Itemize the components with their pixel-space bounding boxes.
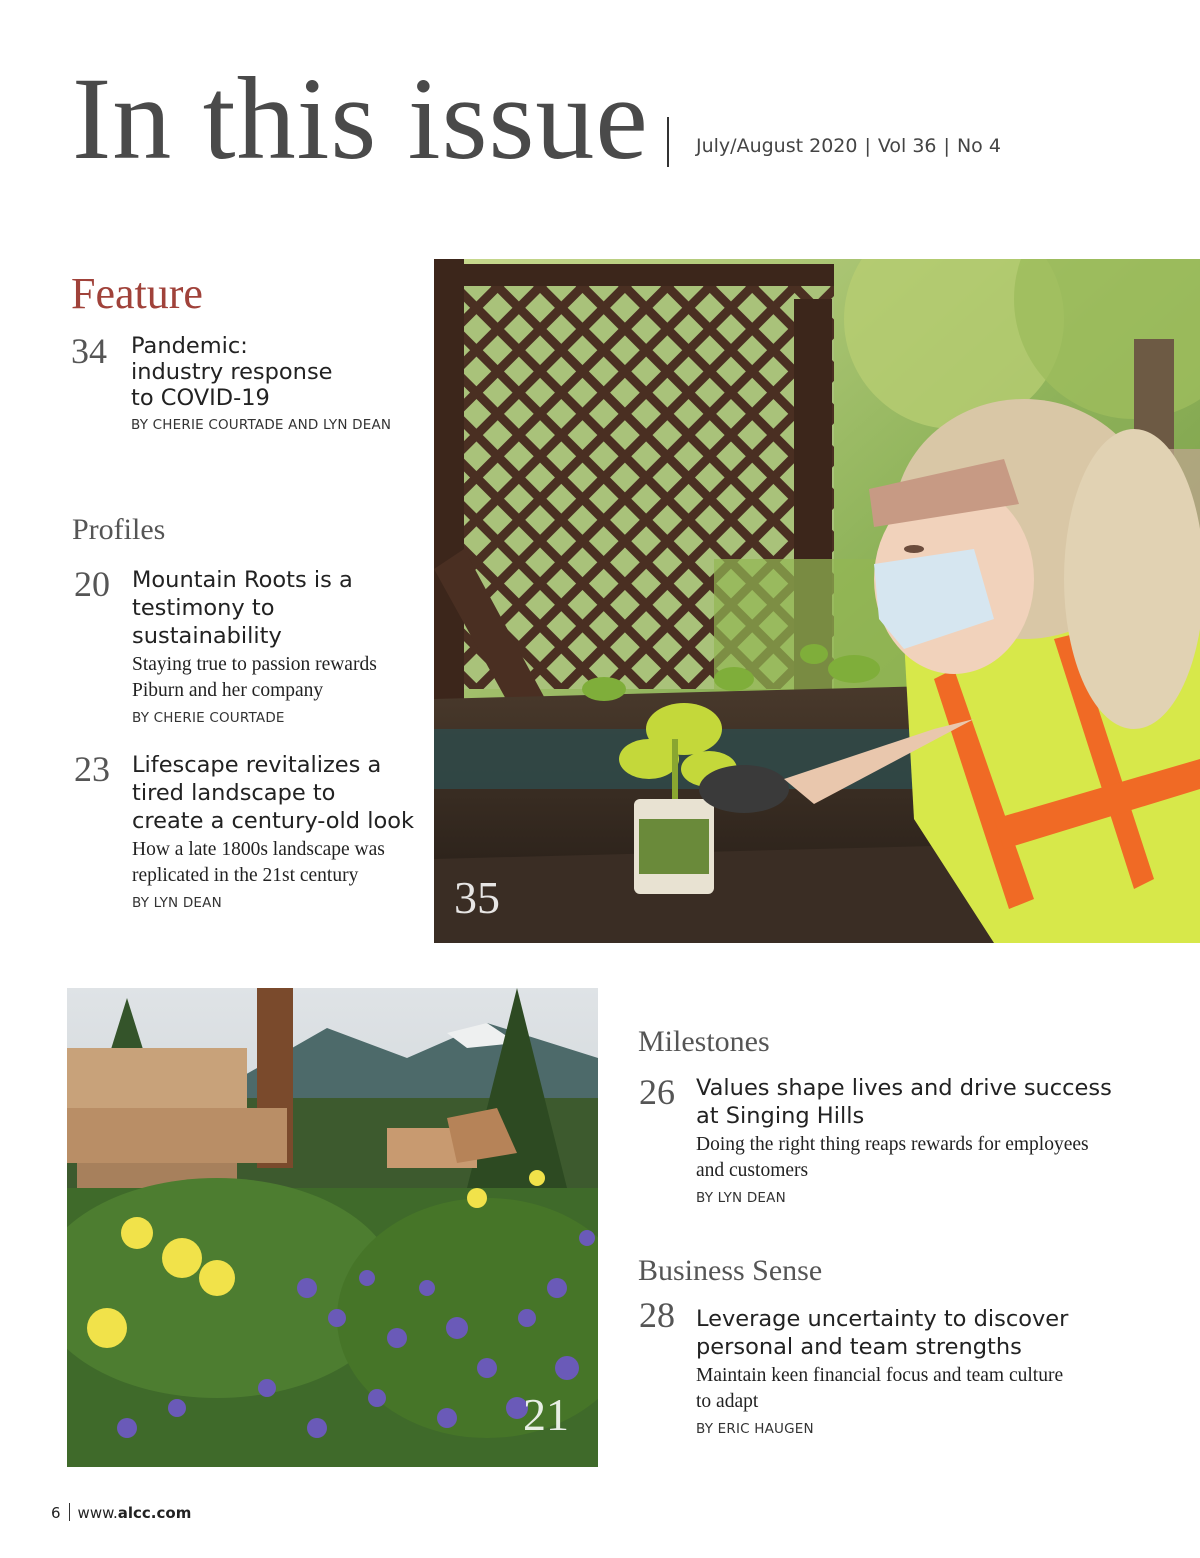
- photo-gardener-illustration: [434, 259, 1200, 943]
- entry-byline: BY LYN DEAN: [132, 895, 222, 911]
- footer-page-number: 6: [51, 1504, 61, 1522]
- entry-byline: BY ERIC HAUGEN: [696, 1421, 814, 1437]
- issue-volume: Vol 36: [877, 135, 937, 157]
- entry-byline: BY CHERIE COURTADE: [132, 710, 285, 726]
- entry-deck: Doing the right thing reaps rewards for employees and customers: [696, 1134, 1089, 1181]
- entry-deck: Staying true to passion rewards Piburn and her company: [132, 654, 377, 701]
- photo-flowers-illustration: [67, 988, 598, 1467]
- entry-page-number: 26: [639, 1072, 675, 1112]
- issue-date: July/August 2020: [696, 135, 858, 157]
- footer-divider: [69, 1503, 70, 1521]
- section-heading-business-sense: Business Sense: [638, 1254, 823, 1287]
- footer-website-link[interactable]: www.alcc.com: [77, 1504, 192, 1522]
- entry-page-number: 23: [74, 749, 110, 789]
- entry-page-number: 20: [74, 564, 110, 604]
- entry-headline[interactable]: Pandemic: industry response to COVID-19: [131, 333, 333, 411]
- page-title: In this issue: [72, 53, 649, 184]
- entry-deck: How a late 1800s landscape was replicated in the 21st century: [132, 839, 385, 886]
- title-divider: [667, 117, 669, 167]
- entry-headline[interactable]: Leverage uncertainty to discover personal and team strengths: [696, 1306, 1069, 1360]
- photo-page-ref: 35: [454, 872, 500, 923]
- entry-page-number: 28: [639, 1295, 675, 1335]
- entry-byline: BY CHERIE COURTADE AND LYN DEAN: [131, 417, 392, 433]
- photo-flower-garden: [67, 988, 598, 1467]
- entry-headline[interactable]: Mountain Roots is a testimony to sustainability: [132, 567, 353, 649]
- issue-info: July/August 2020 | Vol 36 | No 4: [696, 135, 1001, 157]
- entry-page-number: 34: [71, 331, 107, 371]
- photo-gardener-planting: [434, 259, 1200, 943]
- photo-page-ref: 21: [523, 1389, 569, 1440]
- issue-number: No 4: [956, 135, 1001, 157]
- section-heading-feature: Feature: [71, 269, 203, 318]
- page-footer: [51, 1503, 191, 1522]
- section-heading-milestones: Milestones: [638, 1025, 770, 1058]
- section-heading-profiles: Profiles: [72, 513, 166, 546]
- entry-headline[interactable]: Values shape lives and drive success at Singing Hills: [696, 1075, 1112, 1129]
- entry-headline[interactable]: Lifescape revitalizes a tired landscape to create a century-old look: [132, 752, 415, 834]
- entry-byline: BY LYN DEAN: [696, 1190, 786, 1206]
- entry-deck: Maintain keen financial focus and team culture to adapt: [696, 1365, 1064, 1412]
